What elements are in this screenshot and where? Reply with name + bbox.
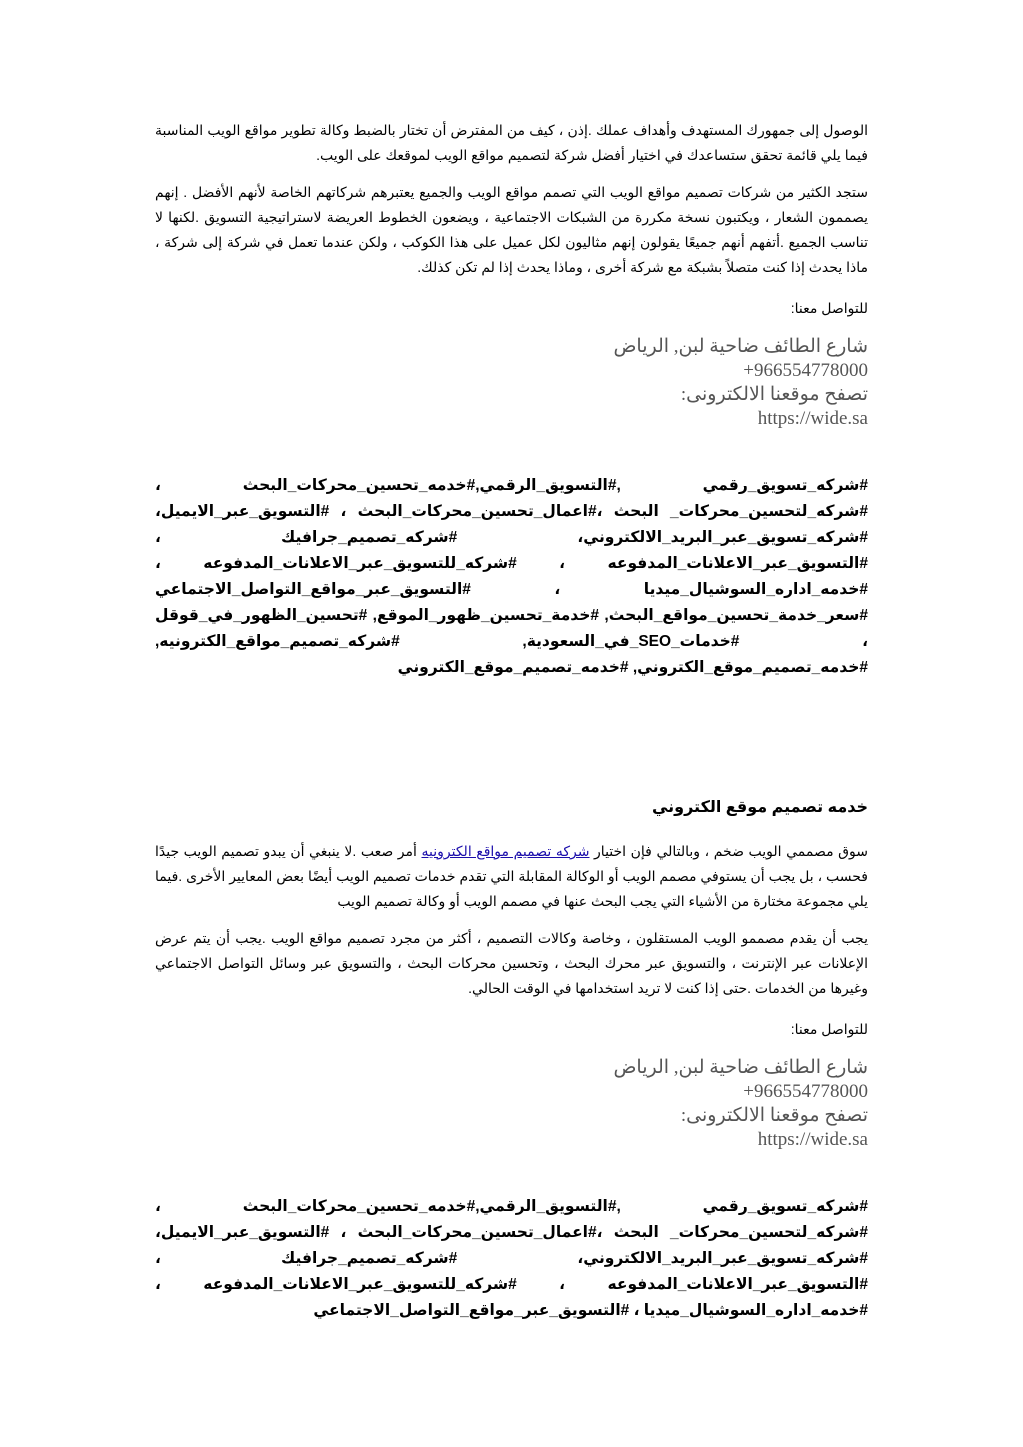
contact-block (155, 1056, 868, 1152)
paragraph-text-end: أمر صعب .لا ينبغي أن يبدو تصميم الويب جيدًا فحسب ، بل يجب أن يستوفي مصمم الويب أو الوكالة المقابلة التي تقدم خدمات تصميم الويب أيضًا بعض المعايير الأخرى .فيما يلي مجموعة مختارة من الأشياء التي يجب البحث عنها في مصمم الويب أو وكالة تصميم الويب (155, 843, 868, 909)
website-url[interactable]: https://wide.sa (757, 408, 868, 429)
body-paragraph: يجب أن يقدم مصممو الويب المستقلون ، وخاصة وكالات التصميم ، أكثر من مجرد تصميم مواقع الويب .يجب أن يتم عرض الإعلانات عبر الإنترنت ، والتسويق عبر محرك البحث ، وتحسين محركات البحث ، والتسويق عبر وسائل التواصل الاجتماعي وغيرها من الخدمات .حتى إذا كنت لا تريد استخدامها في الوقت الحالي. (155, 930, 868, 996)
hashtags-block: #شركه_تسويق_رقمي ,#التسويق_الرقمي,#خدمه_تحسين_محركات_البحث ، #شركه_لتحسين_محركات_ البحث ،#اعمال_تحسين_محركات_البحث ، #التسويق_عبر_الايميل، #شركه_تسويق_عبر_البريد_الالكتروني، #شركه_تصميم_جرافيك ، #التسويق_عبر_الاعلانات_المدفوعه ، #شركه_للتسويق_عبر_الاعلانات_المدفوعه ، #خدمه_اداره_السوشيال_ميديا ، #التسويق_عبر_مواقع_التواصل_الاجتماعي (155, 1198, 868, 1319)
intro-paragraph: الوصول إلى جمهورك المستهدف وأهداف عملك .إذن ، كيف من المفترض أن تختار بالضبط وكالة تطوير مواقع الويب المناسبة فيما يلي قائمة تحقق ستساعدك في اختيار أفضل شركة لتصميم مواقع الويب لموقعك على الويب. (155, 122, 868, 163)
section-gap (155, 681, 868, 795)
contact-heading: للتواصل معنا: (790, 1021, 868, 1037)
paragraph-text-start: سوق مصممي الويب ضخم ، وبالتالي فإن اختيار (589, 843, 869, 859)
design-company-link[interactable]: شركه تصميم مواقع الكترونيه (421, 843, 590, 859)
address-line: شارع الطائف ضاحية لبن, الرياض (613, 336, 868, 357)
section-title: خدمه تصميم موقع الكتروني (651, 799, 868, 816)
hashtags-block: #شركه_تسويق_رقمي ,#التسويق_الرقمي,#خدمه_تحسين_محركات_البحث ، #شركه_لتحسين_محركات_ البحث ،#اعمال_تحسين_محركات_البحث ، #التسويق_عبر_الايميل، #شركه_تسويق_عبر_البريد_الالكتروني، #شركه_تصميم_جرافيك ، #التسويق_عبر_الاعلانات_المدفوعه ، #شركه_للتسويق_عبر_الاعلانات_المدفوعه ، #خدمه_اداره_السوشيال_ميديا ، #التسويق_عبر_مواقع_التواصل_الاجتماعي #سعر_خدمة_تحسين_مواقع_البحث, #خدمة_تحسين_ظهور_الموقع, #تحسين_الظهور_في_قوقل ، #خدمات_SEO_في_السعودية, #شركه_تصميم_مواقع_الكترونيه, #خدمه_تصميم_موقع_الكتروني, #خدمه_تصميم_موقع_الكتروني (155, 477, 868, 676)
intro-paragraph-with-link (155, 839, 868, 914)
phone-number: +966554778000 (743, 360, 868, 381)
contact-block (155, 335, 868, 431)
document-page (155, 118, 868, 1324)
website-url[interactable]: https://wide.sa (757, 1129, 868, 1150)
contact-heading: للتواصل معنا: (790, 300, 868, 316)
website-label: تصفح موقعنا الالكترونى: (680, 1105, 868, 1126)
address-line: شارع الطائف ضاحية لبن, الرياض (613, 1057, 868, 1078)
website-label: تصفح موقعنا الالكترونى: (680, 384, 868, 405)
phone-number: +966554778000 (743, 1081, 868, 1102)
body-paragraph: ستجد الكثير من شركات تصميم مواقع الويب التي تصمم مواقع الويب والجميع يعتبرهم شركاتهم الخاصة لأنهم الأفضل . إنهم يصممون الشعار ، ويكتبون نسخة مكررة من الشبكات الاجتماعية ، ويضعون الخطوط العريضة لاستراتيجية التسويق .لكنها لا تناسب الجميع .أتفهم أنهم جميعًا يقولون إنهم مثاليون لكل عميل على هذا الكوكب ، ولكن عندما تعمل في شركة إلى شركة ، ماذا يحدث إذا كنت متصلاً بشبكة مع شركة أخرى ، وماذا يحدث إذا لم تكن كذلك. (155, 184, 868, 275)
